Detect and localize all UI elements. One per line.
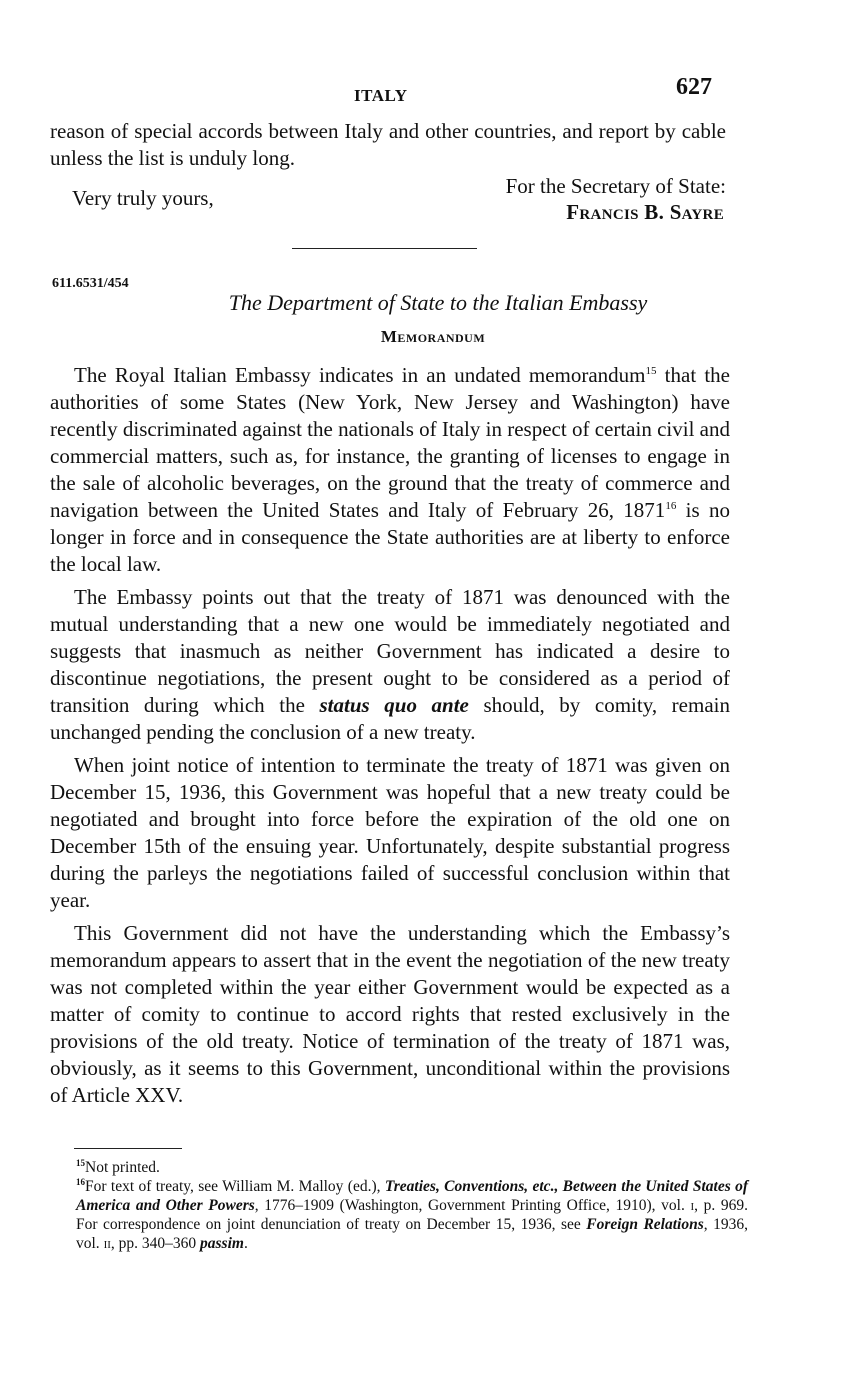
footnote-16-text-d: , 1936, vol. — [76, 1216, 749, 1252]
paragraph-1-text-a: The Royal Italian Embassy indicates in an undated memorandum — [74, 363, 646, 387]
paragraph-2 — [50, 584, 730, 746]
page-number: 627 — [676, 74, 712, 100]
footnote-16 — [76, 1177, 748, 1253]
footnotes — [76, 1158, 748, 1253]
letter-closing — [50, 172, 726, 232]
footnote-16-italic-b: Foreign Relations — [586, 1216, 704, 1233]
footnote-16-vol-a: i — [690, 1197, 695, 1214]
footnote-16-mark: 16 — [76, 1177, 85, 1187]
footnote-ref-15[interactable]: 15 — [645, 365, 657, 377]
signer-name: Francis B. Sayre — [566, 200, 724, 224]
paragraph-2-text-a: The Embassy points out that the treaty of 1871 was denounced with the mutual understanding that a new one would be immediately negotiated and suggests that inasmuch as neither Government has indicated a desire to discontinue negotiations, the present ought to be considered as a period of transition during which the — [50, 585, 730, 717]
paragraph-1-text-c: is no longer in force and in consequence the State authorities are at liberty to enforce the local law. — [50, 498, 730, 576]
footnote-16-text-f: . — [243, 1235, 248, 1252]
paragraph-1-text-b: that the authorities of some States (New York, New Jersey and Washington) have recently discriminated against the nationals of Italy in respect of certain civil and commercial matters, such as, for instance, the granting of licenses to engage in the sale of alcoholic beverages, on the ground that the treaty of commerce and navigation between the United States and Italy of February 26, 1871 — [50, 363, 730, 522]
paragraph-2-text-b: should, by comity, remain unchanged pending the conclusion of a new treaty. — [50, 693, 730, 744]
footnote-ref-16[interactable]: 16 — [665, 500, 677, 512]
footnote-16-italic-c: passim — [200, 1235, 244, 1252]
footnote-15-mark: 15 — [76, 1158, 85, 1168]
paragraph-3: When joint notice of intention to terminate the treaty of 1871 was given on December 15, 1936, this Government was hopeful that a new treaty could be negotiated and brought into force before the expiration of the old one on December 15th of the ensuing year. Unfortunately, despite substantial progress during the parleys the negotiations failed of successful conclusion within that year. — [50, 753, 730, 912]
footnote-15-text: Not printed. — [85, 1159, 160, 1176]
complimentary-close: Very truly yours, — [72, 186, 214, 210]
footnote-divider — [74, 1148, 182, 1149]
footnote-16-italic-a: Treaties, Conventions, etc., Between the United States of America and Other Powers — [76, 1178, 749, 1214]
document-heading: Memorandum — [380, 327, 486, 346]
footnote-16-text-c: , p. 969. For correspondence on joint denunciation of treaty on December 15, 1936, see — [76, 1197, 749, 1233]
document-title: The Department of State to the Italian Embassy — [228, 290, 648, 315]
footnote-16-vol-b: ii — [103, 1235, 111, 1252]
paragraph-4: This Government did not have the understanding which the Embassy’s memorandum appears to assert that in the event the negotiation of the new treaty was not completed within the year either Government would be expected as a matter of comity to continue to accord rights that rested exclusively in the provisions of the old treaty. Notice of termination of the treaty of 1871 was, obviously, as it seems to this Government, unconditional within the provisions of Article XXV. — [50, 921, 730, 1107]
footnote-16-text-a: For text of treaty, see William M. Malloy (ed.), — [85, 1178, 385, 1195]
paragraph-2-italic: status quo ante — [319, 693, 469, 717]
memorandum-body — [50, 362, 730, 1115]
signoff-for: For the Secretary of State: — [505, 174, 726, 198]
intro-paragraph — [50, 118, 726, 172]
footnote-15 — [76, 1158, 748, 1177]
intro-text: reason of special accords between Italy and other countries, and report by cable unless the list is unduly long. — [50, 119, 726, 170]
section-divider — [292, 248, 477, 249]
footnote-16-text-e: , pp. 340–360 — [110, 1235, 201, 1252]
footnote-16-text-b: , 1776–1909 (Washington, Government Printing Office, 1910), vol. — [254, 1197, 691, 1214]
paragraph-1 — [50, 362, 730, 578]
file-number: 611.6531/454 — [52, 276, 129, 291]
running-head: ITALY — [354, 86, 408, 105]
